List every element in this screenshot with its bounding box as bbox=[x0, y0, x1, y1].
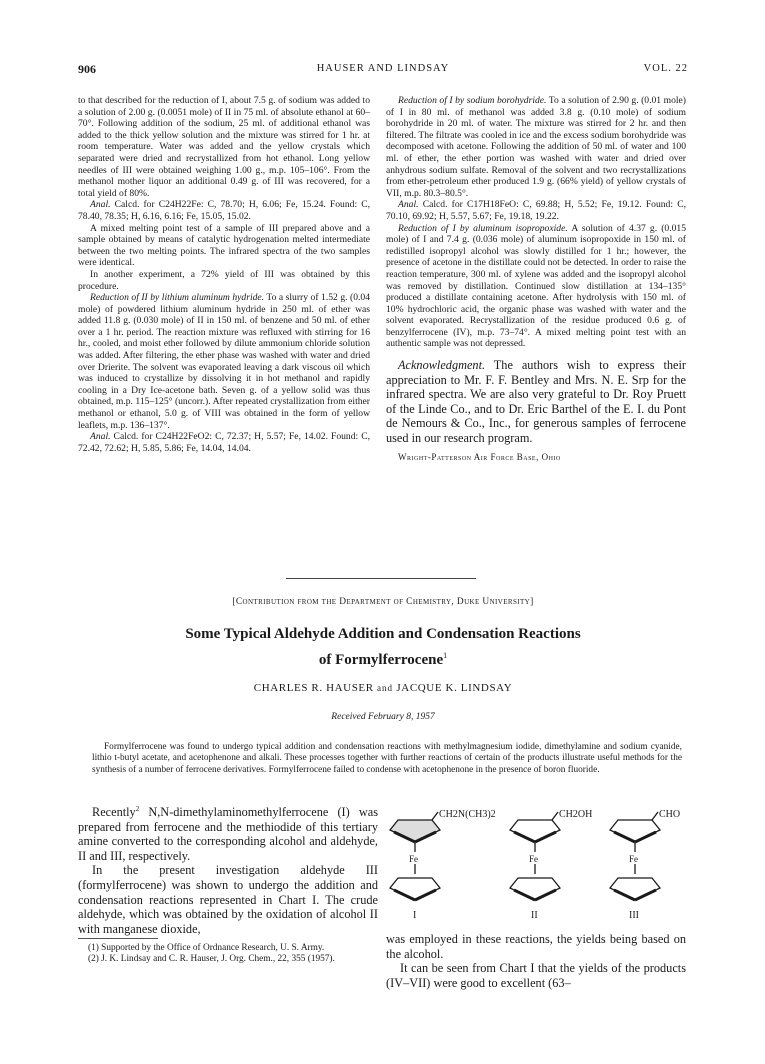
title-line: of Formylferrocene$^1$ bbox=[318, 651, 448, 668]
footnote: (1) Supported by the Office of Ordnance Research, U. S. Army. bbox=[88, 943, 325, 953]
ferrocene-structures bbox=[386, 808, 686, 926]
abstract: Formylferrocene was found to undergo typical addition and condensation reactions with methylmagnesium iodide, dimethylamine and sodium cyanide, lithio t-butyl acetate, and acetophenone and alkali. These processes together with further reactions of certain of the products illustrate useful methods for the synthesis of a number of ferrocene derivatives. Formylferrocene failed to condense with acetophenone in the presence of boron fluoride. bbox=[92, 742, 682, 775]
paragraph: A mixed melting point test of a sample of III prepared above and a sample obtained by means of catalytic hydrogenation melted intermediate between the two melting points. The infrared spectra of the two samples were identical. bbox=[78, 222, 370, 269]
analysis-paragraph: Anal. Calcd. for C17H18FeO: C, 69.88; H, 5.52; Fe, 19.12. Found: C, 70.10, 69.92; H, 5.57, 5.67; Fe, 19.18, 19.22. bbox=[386, 199, 686, 222]
authors bbox=[78, 682, 688, 694]
paragraph: In the present investigation aldehyde III (formylferrocene) was shown to undergo the addition and condensation reactions represented in Chart I. The crude aldehyde, which was obtained by the oxidation of alcohol II with manganese dioxide, bbox=[78, 863, 378, 936]
article-title bbox=[78, 624, 688, 671]
volume-label: VOL. 22 bbox=[643, 63, 688, 74]
cyclopentadienyl-ring-icon bbox=[510, 820, 560, 842]
body-left-column bbox=[78, 802, 378, 936]
left-column bbox=[78, 95, 370, 454]
author-address: Wright-Patterson Air Force Base, Ohio bbox=[398, 451, 561, 462]
footnote-marker: 1 bbox=[443, 651, 448, 660]
substituent-label: CH2N(CH3)2 bbox=[439, 809, 496, 820]
title-line: Some Typical Aldehyde Addition and Condensation Reactions bbox=[185, 626, 581, 642]
footnote-divider bbox=[78, 938, 158, 939]
iron-label: Fe bbox=[629, 854, 638, 864]
substituent-label: CHO bbox=[659, 809, 681, 820]
right-column bbox=[386, 95, 686, 463]
received-date: Received February 8, 1957 bbox=[331, 712, 435, 722]
procedure-paragraph: Reduction of II by lithium aluminum hydride. To a slurry of 1.52 g. (0.04 mole) of powdered lithium aluminum hydride in 250 ml. of ether was added 11.8 g. (0.030 mole) of II in 150 ml. of benzene and 50 ml. of ether over a 1 hr. period. The reaction mixture was refluxed with stirring for 16 hr., cooled, and moist ether followed by dilute ammonium chloride solution was added. After filtering, the ether phase was washed with water and dried over Drierite. The solvent was evaporated leaving a dark viscous oil which was induced to crystallize by dissolving it in hot methanol and rapidly cooling in a Dry Ice-acetone bath. Seven g. of a yellow solid was thus obtained, m.p. 115–125° (uncorr.). After repeated crystallization from either methanol or ethanol, 5.0 g. of VIII was obtained in the form of yellow leaflets, m.p. 136–137°. bbox=[78, 292, 370, 431]
footnote: (2) J. K. Lindsay and C. R. Hauser, J. Org. Chem., 22, 355 (1957). bbox=[88, 954, 335, 965]
cyclopentadienyl-ring-icon bbox=[390, 878, 440, 900]
paragraph: It can be seen from Chart I that the yields of the products (IV–VII) were good to excellent (63– bbox=[386, 961, 686, 990]
author-name: JACQUE K. LINDSAY bbox=[396, 682, 513, 694]
cyclopentadienyl-ring-icon bbox=[610, 820, 660, 842]
iron-label: Fe bbox=[409, 854, 418, 864]
paragraph: In another experiment, a 72% yield of III was obtained by this procedure. bbox=[78, 268, 370, 292]
footnotes bbox=[78, 943, 378, 965]
iron-label: Fe bbox=[529, 854, 538, 864]
substituent-label: CH2OH bbox=[559, 809, 593, 820]
analysis-paragraph: Anal. Calcd. for C24H22FeO2: C, 72.37; H, 5.57; Fe, 14.02. Found: C, 72.42, 72.62; H, 5.85, 5.86; Fe, 14.04, 14.04. bbox=[78, 431, 370, 454]
body-right-column bbox=[386, 932, 686, 990]
cyclopentadienyl-ring-icon bbox=[610, 878, 660, 900]
acknowledgment: Acknowledgment. The authors wish to express their appreciation to Mr. F. F. Bentley and Mrs. N. E. Srp for the infrared spectra. We are also very grateful to Dr. Roy Pruett of the Linde Co., and to Dr. Eric Barthel of the E. I. du Pont de Nemours & Co., Inc., for generous samples of ferrocene used in our research program. bbox=[386, 358, 686, 446]
authors-conjunction: and bbox=[377, 683, 394, 693]
running-title: HAUSER AND LINDSAY bbox=[316, 63, 450, 74]
cyclopentadienyl-ring-icon bbox=[510, 878, 560, 900]
paragraph: to that described for the reduction of I, about 7.5 g. of sodium was added to a solution of 2.00 g. (0.0051 mole) of II in 75 ml. of absolute ethanol at 60–70°. Following addition of the sodium, 25 ml. of additional ethanol was added to the thick yellow solution and the mixture was stirred for 1 hr. at room temperature. Water was added and the yellow crystals which separated were dried and recrystallized from hot ethanol. Long yellow needles of III were obtained weighing 1.00 g., m.p. 105–106°. From the methanol mother liquor an additional 0.49 g. of III was recovered, for a total yield of 80%. bbox=[78, 95, 370, 199]
compound-label: II bbox=[531, 910, 538, 921]
contribution-line: [Contribution from the Department of Chemistry, Duke University] bbox=[232, 597, 534, 607]
paragraph: Recently$^2$ N,N-dimethylaminomethylferrocene (I) was prepared from ferrocene and the methiodide of this tertiary amine converted to the corresponding alcohol and aldehyde, II and III, respectively. bbox=[78, 805, 378, 863]
procedure-paragraph: Reduction of I by sodium borohydride. To a solution of 2.90 g. (0.01 mole) of I in 80 ml. of methanol was added 3.8 g. (0.10 mole) of sodium borohydride in 20 ml. of water. The mixture was stirred for 2 hr. and then filtered. The filtrate was cooled in ice and the excess sodium borohydride was decomposed with acetone. Following the addition of 50 ml. of water and 100 ml. of ether, the ether portion was washed with water and dried over anhydrous sodium sulfate. Removal of the solvent and two recrystallizations from ether-petroleum ether produced 1.9 g. (66% yield) of yellow crystals of VII, m.p. 80.3–80.5°. bbox=[386, 95, 687, 199]
footnote-marker: 2 bbox=[135, 805, 140, 813]
page-number: 906 bbox=[78, 62, 96, 76]
analysis-paragraph: Anal. Calcd. for C24H22Fe: C, 78.70; H, 6.06; Fe, 15.24. Found: C, 78.40, 78.35; H, 6.16, 6.16; Fe, 15.05, 15.02. bbox=[78, 199, 370, 222]
compound-label: I bbox=[413, 910, 417, 921]
procedure-paragraph: Reduction of I by aluminum isopropoxide. A solution of 4.37 g. (0.015 mole) of I and 7.4 g. (0.036 mole) of aluminum isopropoxide in 150 ml. of redistilled isopropyl alcohol was slowly distilled for 1 hr.; however, the presence of acetone in the distillate could not be detected. In order to raise the reaction temperature, 300 ml. of xylene was added and the isopropyl alcohol was removed by distillation. Continued slow distillation at 134–135° produced a distillate containing acetone. After hydrolysis with 150 ml. of 10% hydrochloric acid, the organic phase was washed with water and the solvent evaporated. Recrystallization of the residue produced 0.6 g. of benzylferrocene (IV), m.p. 73–74°. A mixed melting point test with an authentic sample was not depressed. bbox=[386, 222, 686, 350]
author-name: CHARLES R. HAUSER bbox=[253, 682, 374, 694]
compound-label: III bbox=[629, 910, 639, 921]
paragraph: was employed in these reactions, the yields being based on the alcohol. bbox=[386, 932, 686, 961]
section-divider bbox=[286, 578, 476, 579]
structure-diagram bbox=[386, 808, 686, 926]
page-header bbox=[78, 62, 688, 80]
